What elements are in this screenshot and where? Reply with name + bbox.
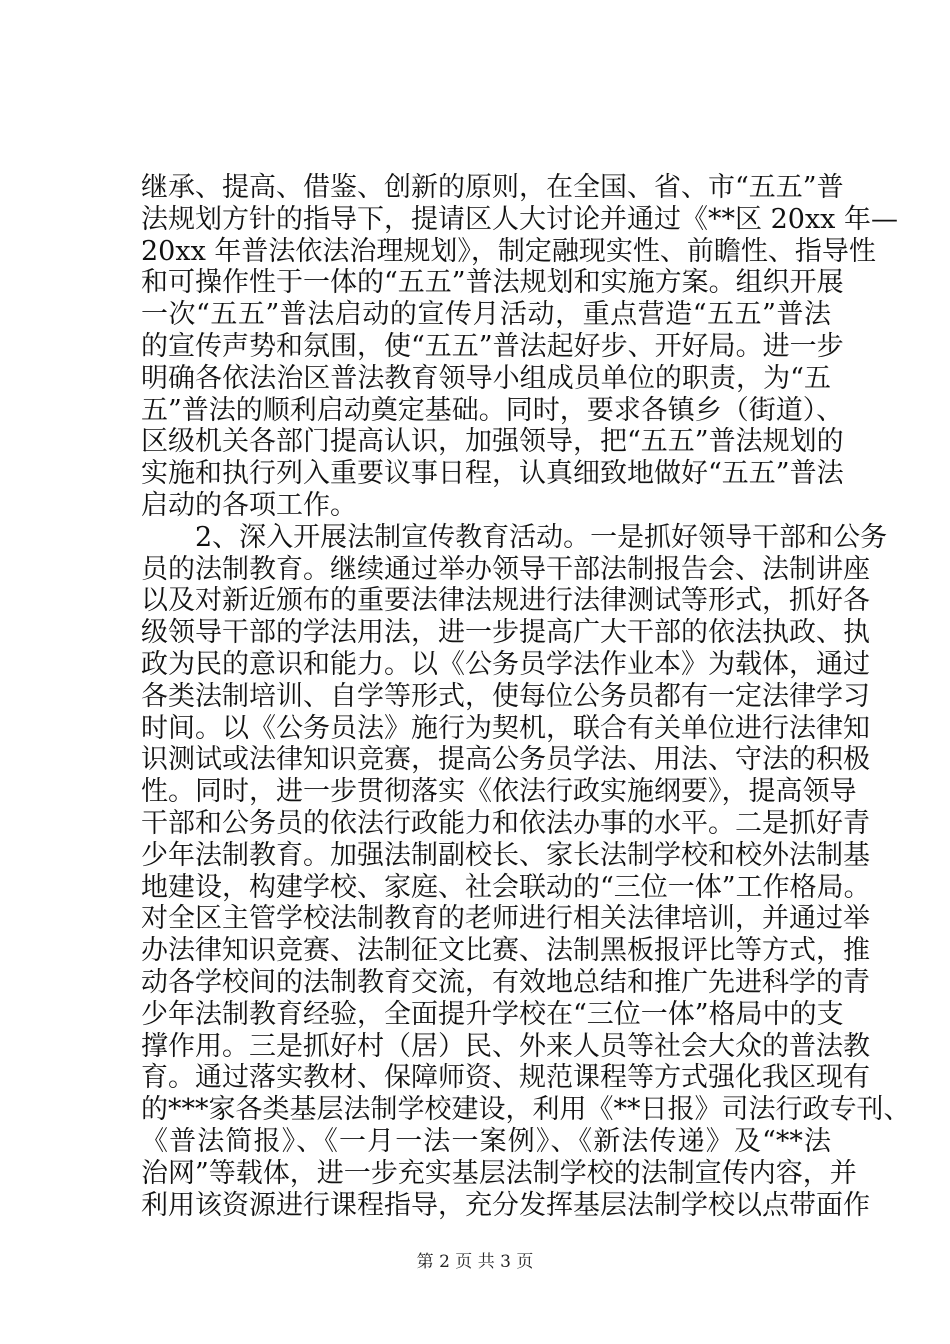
text-line: 地建设，构建学校、家庭、社会联动的“三位一体”工作格局。 bbox=[141, 871, 871, 903]
text-line: 法规划方针的指导下，提请区人大讨论并通过《**区 20xx 年— bbox=[141, 203, 898, 235]
text-line: 少年法制教育。加强法制副校长、家长法制学校和校外法制基 bbox=[141, 839, 870, 871]
text-line: 育。通过落实教材、保障师资、规范课程等方式强化我区现有 bbox=[141, 1062, 870, 1094]
document-body bbox=[141, 172, 911, 1221]
text-line: 政为民的意识和能力。以《公务员学法作业本》为载体，通过 bbox=[141, 648, 870, 680]
text-line: 继承、提高、借鉴、创新的原则，在全国、省、市“五五”普 bbox=[141, 172, 844, 203]
text-line: 办法律知识竞赛、法制征文比赛、法制黑板报评比等方式，推 bbox=[141, 935, 870, 967]
text-line: 20xx 年普法依法治理规划》，制定融现实性、前瞻性、指导性 bbox=[141, 235, 876, 267]
text-line: 治网”等载体，进一步充实基层法制学校的法制宣传内容，并 bbox=[141, 1157, 857, 1189]
text-line: 利用该资源进行课程指导，充分发挥基层法制学校以点带面作 bbox=[141, 1189, 870, 1221]
text-line: 时间。以《公务员法》施行为契机，联合有关单位进行法律知 bbox=[141, 712, 870, 744]
paragraph-2 bbox=[141, 521, 911, 1222]
text-line: 性。同时，进一步贯彻落实《依法行政实施纲要》，提高领导 bbox=[141, 776, 857, 808]
text-line: 明确各依法治区普法教育领导小组成员单位的职责，为“五 bbox=[141, 362, 831, 394]
text-line: 对全区主管学校法制教育的老师进行相关法律培训，并通过举 bbox=[141, 903, 870, 935]
text-line: 和可操作性于一体的“五五”普法规划和实施方案。组织开展 bbox=[141, 267, 844, 299]
text-line: 各类法制培训、自学等形式，使每位公务员都有一定法律学习 bbox=[141, 680, 870, 712]
text-line: 的***家各类基层法制学校建设，利用《**日报》司法行政专刊、 bbox=[141, 1094, 911, 1126]
paragraph-1 bbox=[141, 172, 898, 522]
text-line: 五”普法的顺利启动奠定基础。同时，要求各镇乡（街道）、 bbox=[141, 394, 844, 426]
text-line: 识测试或法律知识竞赛，提高公务员学法、用法、守法的积极 bbox=[141, 744, 870, 776]
text-line: 员的法制教育。继续通过举办领导干部法制报告会、法制讲座 bbox=[141, 553, 870, 585]
text-line: 实施和执行列入重要议事日程，认真细致地做好“五五”普法 bbox=[141, 458, 844, 490]
text-line: 撑作用。三是抓好村（居）民、外来人员等社会大众的普法教 bbox=[141, 1030, 870, 1062]
text-line: 《普法简报》、《一月一法一案例》、《新法传递》及“**法 bbox=[141, 1125, 831, 1157]
text-line: 2、深入开展法制宣传教育活动。一是抓好领导干部和公务 bbox=[195, 521, 888, 553]
text-line: 启动的各项工作。 bbox=[141, 489, 357, 521]
text-line: 干部和公务员的依法行政能力和依法办事的水平。二是抓好青 bbox=[141, 807, 870, 839]
text-line: 区级机关各部门提高认识，加强领导，把“五五”普法规划的 bbox=[141, 426, 844, 458]
text-line: 一次“五五”普法启动的宣传月活动，重点营造“五五”普法 bbox=[141, 299, 831, 331]
text-line: 的宣传声势和氛围，使“五五”普法起好步、开好局。进一步 bbox=[141, 330, 844, 362]
text-line: 级领导干部的学法用法，进一步提高广大干部的依法执政、执 bbox=[141, 617, 870, 649]
text-line: 以及对新近颁布的重要法律法规进行法律测试等形式，抓好各 bbox=[141, 585, 870, 617]
text-line: 少年法制教育经验，全面提升学校在“三位一体”格局中的支 bbox=[141, 998, 844, 1030]
text-line: 动各学校间的法制教育交流，有效地总结和推广先进科学的青 bbox=[141, 966, 870, 998]
page-footer: 第 2 页 共 3 页 bbox=[416, 1252, 534, 1272]
